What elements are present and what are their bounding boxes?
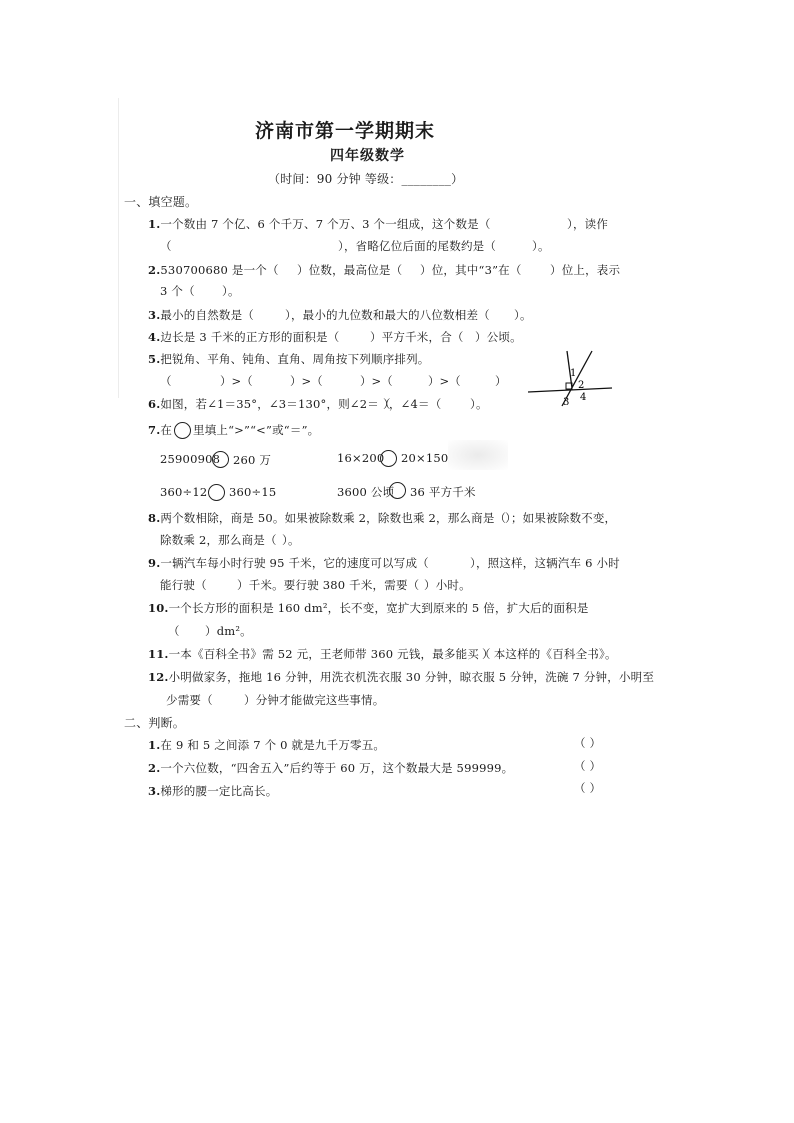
question-text: ）平方千米，合（ [370,330,464,344]
question-5 [148,351,430,367]
compare-circle[interactable] [212,451,229,468]
question-number: 1. [148,738,161,752]
compare-left: 25900908 [160,452,221,466]
question-number: 2. [148,761,161,775]
blank-paren: ）>（ [360,374,393,388]
question-text: （ [160,239,172,253]
question-text: 在 9 和 5 之间添 7 个 0 就是九千万零五。 [160,738,386,752]
question-number: 3. [148,308,161,322]
question-number: 5. [148,352,161,366]
question-text: ）dm²。 [205,624,252,638]
page-subtitle: 四年级数学 [330,148,405,164]
question-number: 1. [148,217,161,231]
compare-right: 260 万 [233,453,272,467]
question-text: 在 [160,423,173,437]
compare-circle[interactable] [174,422,191,439]
question-number: 12. [148,670,169,684]
question-number: 9. [148,556,161,570]
page-title: 济南市第一学期期末 [255,120,436,142]
question-6 [148,396,391,412]
question-text: 一个六位数，“四舍五入”后约等于 60 万，这个数最大是 599999。 [160,761,514,775]
question-text: ）本这样的《百科全书》。 [482,647,617,661]
judge-item-3 [148,783,277,799]
question-text: 最小的自然数是（ [160,308,255,322]
question-text: ）位上，表示 [550,263,621,277]
question-text: ）分钟才能做完这些事情。 [244,693,385,707]
question-text: 边长是 3 千米的正方形的面积是（ [160,330,340,344]
compare-circle[interactable] [380,450,397,467]
question-text: 一辆汽车每小时行驶 95 千米，它的速度可以写成（ [160,556,429,570]
question-3 [148,307,254,323]
judge-item-2 [148,760,513,776]
question-1 [148,216,491,232]
blank-paren: ）>（ [220,374,253,388]
question-8 [148,510,506,526]
question-number: 2. [148,263,161,277]
blank-paren: ）>（ [290,374,323,388]
question-text: ），省略亿位后面的尾数约是（ [338,239,497,253]
question-text: ）小时。 [424,578,471,592]
question-text: 里填上“>”“<”或“＝”。 [193,423,320,437]
question-text: 530700680 是一个（ [160,263,279,277]
angle-label-4: 4 [580,392,587,403]
question-text: 能行驶（ [160,578,207,592]
question-text: ）位数，最高位是（ [297,263,403,277]
question-text: ）。 [532,239,550,253]
question-2 [148,262,279,278]
question-text: 3 个（ [160,284,195,298]
question-text: ），读作 [567,217,609,231]
section1-heading: 一、填空题。 [124,195,198,209]
question-text: 把锐角、平角、钝角、直角、周角按下列顺序排列。 [160,352,430,366]
angle-label-2: 2 [578,380,585,391]
question-text: ）位，其中“3”在（ [420,263,522,277]
judge-item-1 [148,737,385,753]
exam-info: （时间：90 分钟 等级：________） [268,172,464,186]
section2-heading: 二、判断。 [124,716,186,730]
question-number: 7. [148,423,161,437]
question-number: 8. [148,511,161,525]
question-9 [148,555,429,571]
question-text: ）千米。要行驶 380 千米，需要（ [237,578,420,592]
question-4 [148,329,339,345]
compare-left: 16×200 [337,451,385,465]
question-text: ）。 [514,308,532,322]
question-text: ）公顷。 [475,330,522,344]
scan-edge [118,98,119,398]
angle-figure [528,348,614,410]
answer-paren[interactable]: （ ） [574,759,602,773]
blank-paren: ） [495,374,507,388]
compare-circle[interactable] [208,484,225,501]
scan-smudge [448,440,508,470]
compare-left: 3600 公顷 [337,485,395,499]
question-number: 6. [148,397,161,411]
question-text: ）；如果被除数不变， [505,511,617,525]
question-text: 一本《百科全书》需 52 元，王老师带 360 元钱，最多能买（ [168,647,491,661]
question-text: 小明做家务，拖地 16 分钟，用洗衣机洗衣服 30 分钟，晾衣服 5 分钟，洗碗 7 分钟，小明至 [168,670,655,684]
blank-paren: ）>（ [428,374,461,388]
question-number: 4. [148,330,161,344]
question-text: 两个数相除，商是 50。如果被除数乘 2，除数也乘 2，那么商是（ [160,511,507,525]
question-text: 少需要（ [166,693,213,707]
question-number: 3. [148,784,161,798]
question-text: ），照这样，这辆汽车 6 小时 [470,556,620,570]
question-10 [148,600,589,616]
compare-right: 20×150 [401,451,449,465]
question-11 [148,646,491,662]
compare-left: 360÷12 [160,485,208,499]
question-text: ）。 [222,284,240,298]
compare-right: 360÷15 [229,485,277,499]
answer-paren[interactable]: （ ） [574,781,602,795]
question-12 [148,669,654,685]
question-text: ）。 [282,533,300,547]
blank-paren: （ [160,374,172,388]
question-text: 除数乘 2，那么商是（ [160,533,277,547]
question-text: ），∠4＝（ [383,397,442,411]
answer-paren[interactable]: （ ） [574,736,602,750]
compare-circle[interactable] [389,482,406,499]
angle-label-1: 1 [570,368,577,379]
compare-right: 36 平方千米 [410,485,476,499]
question-number: 11. [148,647,169,661]
question-text: 如图，若∠1＝35°，∠3＝130°，则∠2＝（ [160,397,391,411]
question-7 [148,422,172,438]
question-text: ），最小的九位数和最大的八位数相差（ [285,308,490,322]
question-text: 一个数由 7 个亿、6 个千万、7 个万、3 个一组成，这个数是（ [160,217,491,231]
angle-label-3: 3 [563,397,570,408]
question-text: ）。 [470,397,488,411]
question-text: 一个长方形的面积是 160 dm²，长不变，宽扩大到原来的 5 倍，扩大后的面积是 [168,601,589,615]
question-text: 梯形的腰一定比高长。 [160,784,278,798]
question-text: （ [168,624,180,638]
question-number: 10. [148,601,169,615]
